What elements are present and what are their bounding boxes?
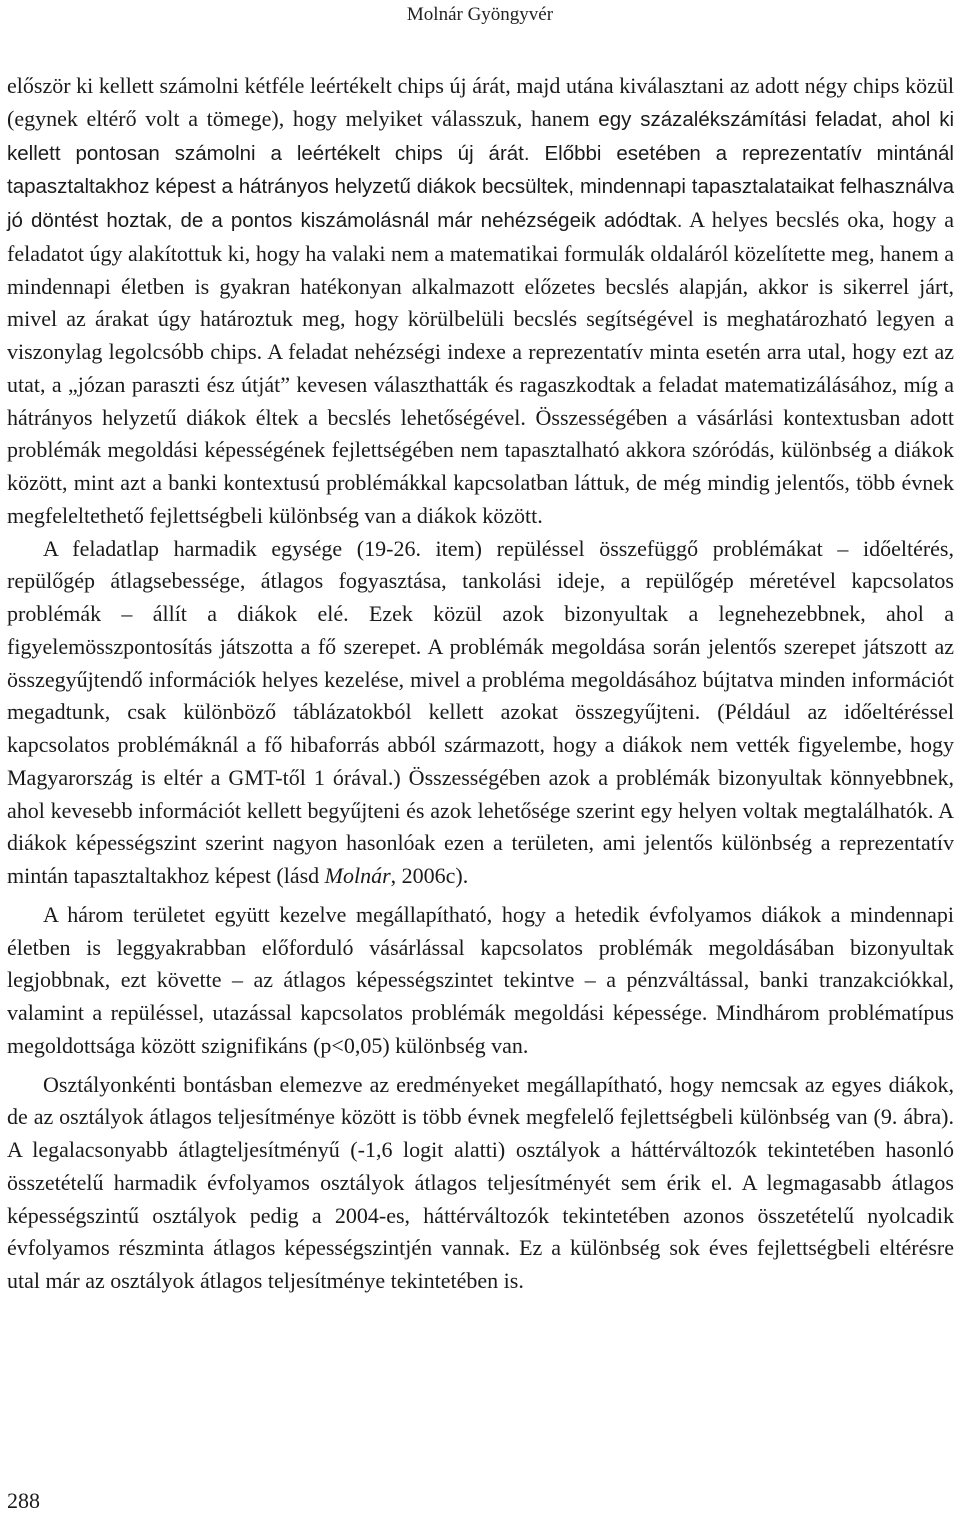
paragraph-3: A három területet együtt kezelve megállapítható, hogy a hetedik évfolyamos diákok a mindennapi életben is leggyakrabban előforduló vásárlással kapcsolatos problémák megoldásában bizonyultak legjobbnak, ezt követte – az átlagos képességszintet tekintve – a pénzváltással, banki tranzakciókkal, valamint a repüléssel, utazással kapcsolatos problémák megoldási képessége. Mindhárom problématípus megoldottsága között szignifikáns (p<0,05) különbség van. — [7, 901, 954, 1058]
paragraph-1-text-b: A helyes becslés oka, hogy a feladatot úgy alakítottuk ki, hogy ha valaki nem a matematikai formulák oldaláról közelítette meg, hanem a mindennapi életben is gyakran hatékonyan alkalmazott előzetes becslés alapján, akkor is sikerrel járt, mivel az árakat úgy határoztuk meg, hogy körülbelüli becslés segítségével is meghatározható legyen a viszonylag legolcsóbb chips. A feladat nehézségi indexe a reprezentatív minta esetén arra utal, hogy ezt az utat, a „józan paraszti ész útját” kevesen választhatták és ragaszkodtak a feladat matematizálásához, míg a hátrányos helyzetű diákok éltek a becslés lehetőségével. Összességében a vásárlási kontextusban adott problémák megoldási képességének fejlettségében nem tapasztalható akkora szóródás, különbség a diákok között, mint azt a banki kontextusú problémákkal kapcsolatban láttuk, de még mindig jelentős, több évnek megfeleltethető fejlettségbeli különbség van a diákok között. — [7, 207, 954, 528]
page-number: 288 — [7, 1488, 40, 1513]
paragraph-1-text-sans: egy százalékszámítási feladat, ahol ki kellett pontosan számolni a leértékelt chips új árát. Előbbi esetében a reprezentatív mintánál tapasztaltakhoz képest a hátrányos helyzetű diákok becsültek, mindennapi tapasztalataikat felhasználva jó döntést hoztak, de a pontos kiszámolásnál már nehézségeik adódtak. — [7, 107, 954, 232]
paragraph-4: Osztályonkénti bontásban elemezve az eredményeket megállapítható, hogy nemcsak az egyes diákok, de az osztályok átlagos teljesítménye között is több évnek megfelelő fejlettségbeli különbség van (9. ábra). A legalacsonyabb átlagteljesítményű (-1,6 logit alatti) osztályok a háttérváltozók tekintetében hasonló összetételű harmadik évfolyamos osztályok átlagos teljesítményét sem érik el. A legmagasabb átlagos képességszintű osztályok pedig a 2004-es, háttérváltozók tekintetében azonos összetételű nyolcadik évfolyamos részminta átlagos képességszintjén vannak. Ez a különbség sok éves fejlettségbeli eltérésre utal már az osztályok átlagos teljesítménye tekintetében is. — [7, 1071, 954, 1293]
citation-author: Molnár — [324, 863, 391, 888]
body-text — [7, 70, 954, 1298]
running-header-author: Molnár Gyöngyvér — [406, 4, 554, 25]
paragraph-2 — [7, 533, 954, 893]
paragraph-1-text-a: először ki kellett számolni kétféle leértékelt chips új árát, majd utána kiválasztani az adott négy chips közül (egynek eltérő volt a tömege), hogy melyiket válasszuk, hanem — [7, 73, 954, 131]
paragraph-1 — [7, 70, 954, 533]
paragraph-2-text-b: , 2006c). — [390, 863, 469, 888]
paragraph-2-text-a: A feladatlap harmadik egysége (19-26. item) repüléssel összefüggő problémákat – időeltérés, repülőgép átlagsebessége, átlagos fogyasztása, tankolási ideje, a repülőgép méretével kapcsolatos problémák – állít a diákok elé. Ezek közül azok bizonyultak a legnehezebbnek, ahol a figyelemösszpontosítás játszotta a fő szerepet. A problémák megoldása során jelentős szerepet játszott az összegyűjtendő információk helyes kezelése, mivel a probléma megoldásához bújtatva minden információt megadtunk, csak különböző táblázatokból kellett azokat összegyűjteni. (Például az időeltéréssel kapcsolatos problémáknál a fő hibaforrás abból származott, hogy a diákok nem vették figyelembe, hogy Magyarország is eltér a GMT-től 1 órával.) Összességében azok a problémák bizonyultak könnyebbnek, ahol kevesebb információt kellett begyűjteni és azok lehetősége szerint egy helyen voltak megtalálhatók. A diákok képességszint szerint nagyon hasonlóak ezen a területen, ami jelentős különbség a reprezentatív mintán tapasztaltakhoz képest (lásd — [7, 535, 954, 888]
